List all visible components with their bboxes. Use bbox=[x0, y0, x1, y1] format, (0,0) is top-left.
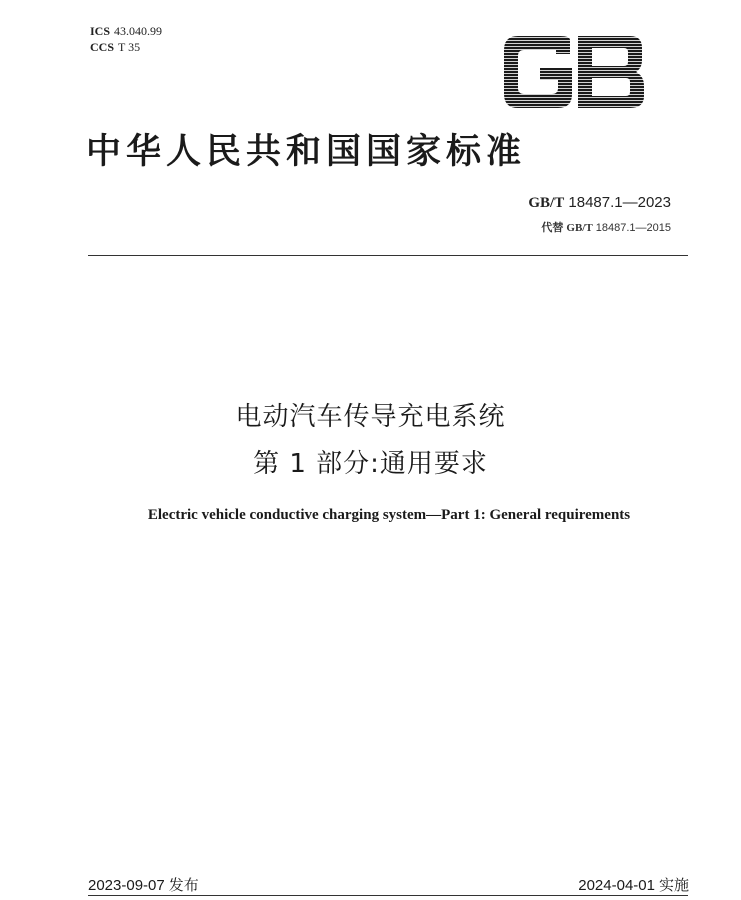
implementation-date-label: 实施 bbox=[658, 876, 689, 894]
top-divider bbox=[88, 255, 688, 256]
document-title-en: Electric vehicle conductive charging system—Part 1: General requirements bbox=[147, 507, 631, 523]
issue-date bbox=[88, 874, 199, 895]
ccs-label: CCS bbox=[90, 40, 115, 54]
replaces-prefix: GB/T bbox=[566, 222, 593, 234]
issue-date-label: 发布 bbox=[168, 876, 199, 894]
ics-code bbox=[90, 23, 162, 39]
gb-logo-g bbox=[504, 36, 572, 108]
gb-logo-b bbox=[578, 36, 644, 108]
gb-logo bbox=[500, 32, 648, 112]
document-title-cn-line2: 第 1 部分:通用要求 bbox=[253, 449, 488, 479]
ics-label: ICS bbox=[90, 24, 111, 38]
bottom-divider bbox=[88, 895, 688, 896]
standard-number-value: 18487.1—2023 bbox=[568, 194, 671, 211]
replaces-label: 代替 bbox=[541, 221, 564, 234]
standard-number-prefix: GB/T bbox=[528, 195, 565, 211]
standard-number bbox=[528, 194, 671, 212]
ics-value: 43.040.99 bbox=[114, 24, 163, 38]
ccs-code bbox=[90, 39, 162, 55]
classification-codes bbox=[90, 23, 162, 55]
implementation-date-value: 2024-04-01 bbox=[578, 877, 655, 894]
national-standard-title: 中华人民共和国国家标准 bbox=[86, 131, 527, 172]
replaces-standard bbox=[541, 219, 671, 235]
issue-date-value: 2023-09-07 bbox=[88, 877, 165, 894]
replaces-number: 18487.1—2015 bbox=[595, 222, 671, 234]
document-title-cn-line1: 电动汽车传导充电系统 bbox=[235, 402, 506, 432]
implementation-date bbox=[578, 874, 689, 895]
ccs-value: T 35 bbox=[118, 40, 141, 54]
